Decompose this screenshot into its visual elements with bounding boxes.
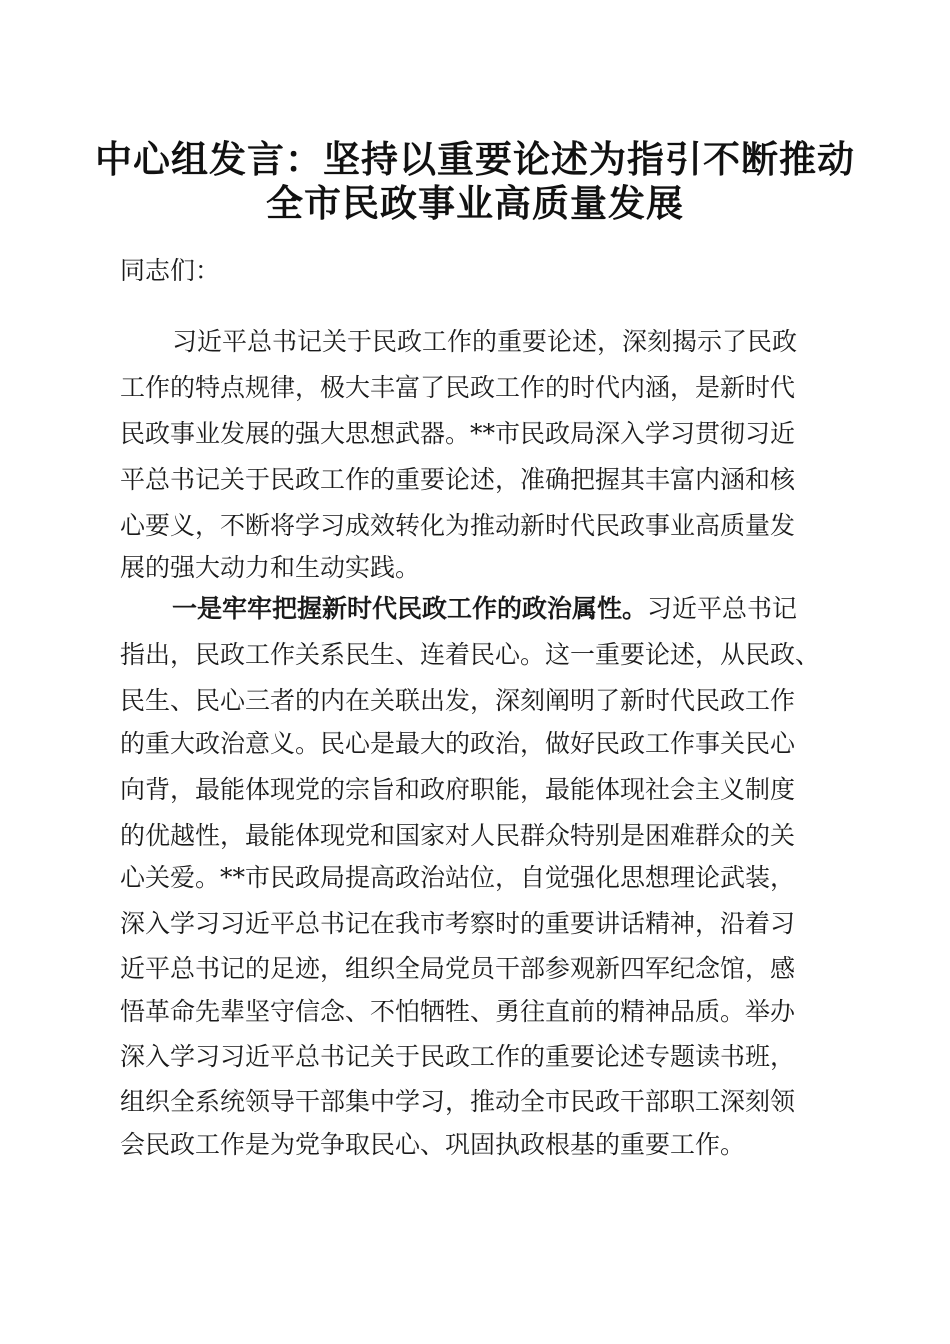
paragraph-2-first-rest: 习近平总书记 (647, 594, 798, 623)
paragraph-2-line: 悟革命先辈坚守信念、不怕牺牲、勇往直前的精神品质。举办 (120, 997, 796, 1026)
paragraph-1-line: 民政事业发展的强大思想武器。**市民政局深入学习贯彻习近 (120, 419, 796, 448)
salutation: 同志们： (120, 256, 221, 285)
paragraph-2-lead-heading: 一是牢牢把握新时代民政工作的政治属性。 (172, 594, 648, 623)
paragraph-1-line: 展的强大动力和生动实践。 (120, 553, 421, 582)
paragraph-1-line: 工作的特点规律，极大丰富了民政工作的时代内涵，是新时代 (120, 373, 796, 402)
paragraph-2-line: 民生、民心三者的内在关联出发，深刻阐明了新时代民政工作 (120, 686, 796, 715)
paragraph-1-line: 平总书记关于民政工作的重要论述，准确把握其丰富内涵和核 (120, 465, 796, 494)
paragraph-2-first-line (172, 594, 797, 624)
paragraph-2-line: 的重大政治意义。民心是最大的政治，做好民政工作事关民心 (120, 729, 796, 758)
paragraph-2-line: 指出，民政工作关系民生、连着民心。这一重要论述，从民政、 (120, 640, 821, 669)
paragraph-2-line: 近平总书记的足迹，组织全局党员干部参观新四军纪念馆，感 (120, 954, 796, 983)
paragraph-2-line: 深入学习习近平总书记在我市考察时的重要讲话精神，沿着习 (120, 909, 796, 938)
document-title-line-2: 全市民政事业高质量发展 (266, 182, 684, 225)
paragraph-2-line: 会民政工作是为党争取民心、巩固执政根基的重要工作。 (120, 1130, 746, 1159)
paragraph-1-line: 习近平总书记关于民政工作的重要论述，深刻揭示了民政 (172, 327, 798, 356)
paragraph-1-line: 心要义，不断将学习成效转化为推动新时代民政事业高质量发 (120, 511, 796, 540)
paragraph-2-line: 深入学习习近平总书记关于民政工作的重要论述专题读书班， (120, 1042, 796, 1071)
paragraph-2-line: 组织全系统领导干部集中学习，推动全市民政干部职工深刻领 (120, 1087, 796, 1116)
document-title-line-1: 中心组发言：坚持以重要论述为指引不断推动 (95, 138, 855, 181)
paragraph-2-line: 的优越性，最能体现党和国家对人民群众特别是困难群众的关 (120, 821, 796, 850)
paragraph-2-line: 向背，最能体现党的宗旨和政府职能，最能体现社会主义制度 (120, 775, 796, 804)
paragraph-2-line: 心关爱。**市民政局提高政治站位，自觉强化思想理论武装， (120, 863, 796, 892)
